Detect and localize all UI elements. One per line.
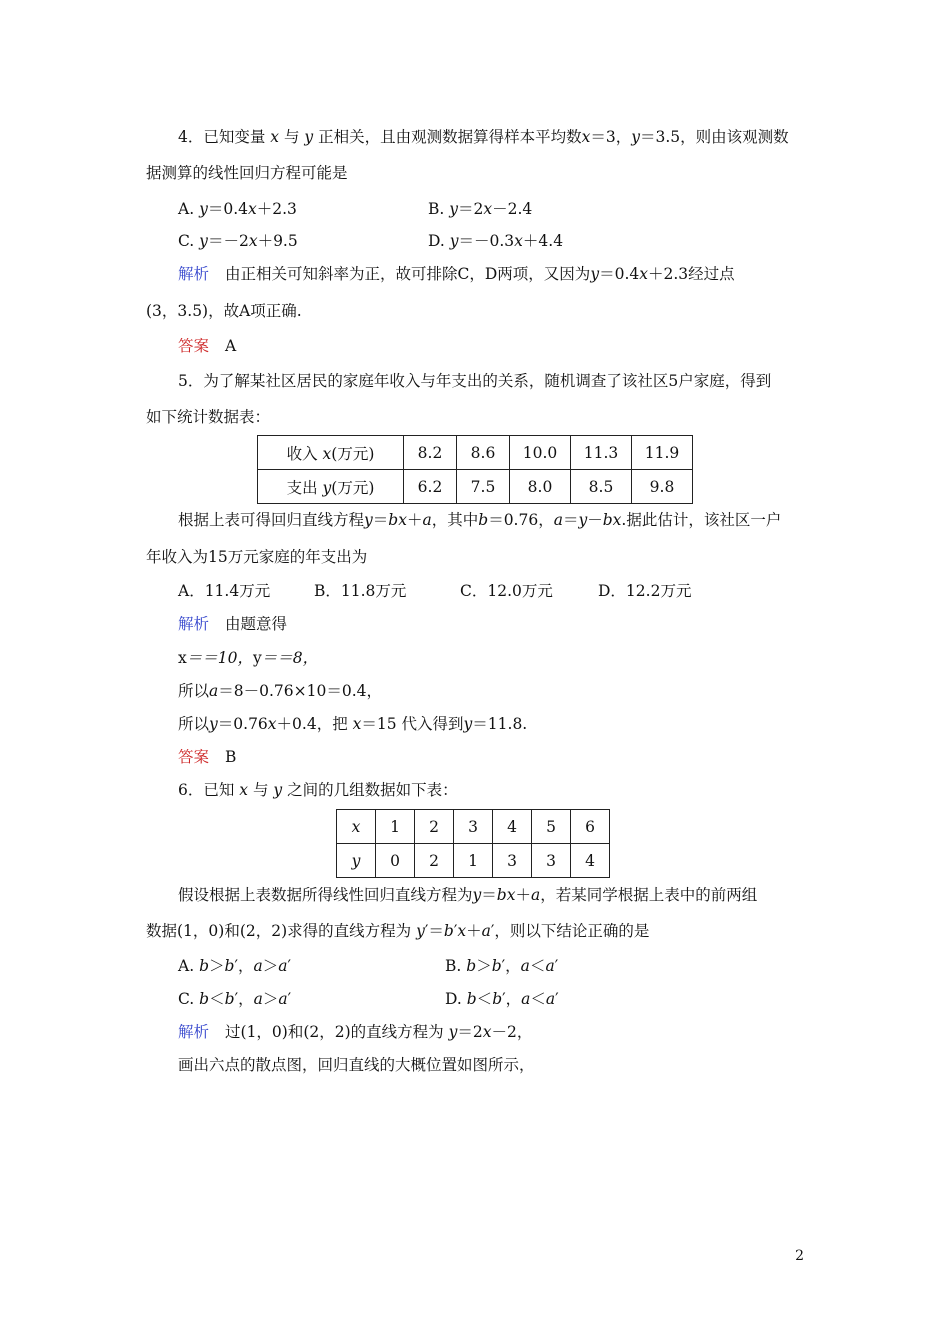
q6-option-d: D. b＜b′，a＜a′ — [445, 990, 559, 1008]
page-number: 2 — [795, 1248, 804, 1264]
q5-option-b: B．11.8万元 — [314, 582, 407, 600]
table-cell: 11.3 — [571, 436, 632, 470]
table-cell: 1 — [376, 810, 415, 844]
table-row — [337, 844, 610, 878]
q5-text-line-1: 根据上表可得回归直线方程y＝bx＋a，其中b＝0.76，a＝y－bx.据此估计，该社区一户 — [178, 511, 782, 529]
q4-option-d: D. y＝－0.3x＋4.4 — [428, 232, 564, 250]
q6-option-c: C. b＜b′，a＞a′ — [178, 990, 292, 1008]
q4-solution-line-1 — [178, 263, 735, 285]
table-cell: 8.0 — [510, 470, 571, 504]
q5-row-label-expense: 支出 y(万元) — [258, 470, 404, 504]
table-cell: 4 — [493, 810, 532, 844]
q5-solution-line-1 — [178, 613, 287, 635]
q5-answer — [178, 746, 236, 768]
q5-option-c: C．12.0万元 — [460, 582, 553, 600]
table-cell: 3 — [532, 844, 571, 878]
q5-answer-value: B — [225, 748, 237, 766]
q4-stem-line-2: 据测算的线性回归方程可能是 — [146, 164, 348, 182]
table-row — [337, 810, 610, 844]
table-cell: 4 — [571, 844, 610, 878]
q4-answer — [178, 335, 236, 357]
table-cell: 2 — [415, 844, 454, 878]
q4-option-a: A. y＝0.4x＋2.3 — [178, 200, 297, 218]
table-row — [258, 470, 693, 504]
table-cell: 10.0 — [510, 436, 571, 470]
table-cell: 11.9 — [632, 436, 693, 470]
q6-solution-text-1: 过(1，0)和(2，2)的直线方程为 y＝2x－2， — [225, 1023, 533, 1041]
q4-option-c: C. y＝－2x＋9.5 — [178, 232, 298, 250]
solution-label: 解析 — [178, 615, 210, 633]
q6-row-var-y: y — [337, 844, 376, 878]
q6-option-b: B. b＞b′，a＜a′ — [445, 957, 559, 975]
q6-solution-line-1 — [178, 1021, 532, 1043]
q6-text-line-2: 数据(1，0)和(2，2)求得的直线方程为 y′＝b′x＋a′，则以下结论正确的是 — [146, 922, 650, 940]
q4-answer-value: A — [225, 337, 237, 355]
table-cell: 2 — [415, 810, 454, 844]
answer-label: 答案 — [178, 337, 210, 355]
table-cell: 8.5 — [571, 470, 632, 504]
q5-solution-line-4: 所以y＝0.76x＋0.4，把 x＝15 代入得到y＝11.8. — [178, 715, 528, 733]
q6-stem-line-1: 6．已知 x 与 y 之间的几组数据如下表： — [178, 781, 458, 799]
q6-option-a: A. b＞b′，a＞a′ — [178, 957, 292, 975]
q5-option-d: D．12.2万元 — [598, 582, 692, 600]
solution-label: 解析 — [178, 1023, 210, 1041]
table-cell: 6.2 — [404, 470, 457, 504]
q6-row-var-x: x — [337, 810, 376, 844]
q4-option-b: B. y＝2x－2.4 — [428, 200, 533, 218]
q5-option-a: A．11.4万元 — [178, 582, 271, 600]
q4-solution-line-2: (3，3.5)，故A项正确. — [146, 302, 302, 320]
q5-solution-line-2: x＝＝10，y＝＝8， — [178, 649, 319, 667]
q5-solution-line-3: 所以a＝8－0.76×10＝0.4， — [178, 682, 382, 700]
table-cell: 5 — [532, 810, 571, 844]
q4-stem-line-1: 4．已知变量 x 与 y 正相关，且由观测数据算得样本平均数x＝3，y＝3.5，则由该观测数 — [178, 128, 789, 146]
table-cell: 7.5 — [457, 470, 510, 504]
table-cell: 8.2 — [404, 436, 457, 470]
table-cell: 8.6 — [457, 436, 510, 470]
q6-solution-line-2: 画出六点的散点图，回归直线的大概位置如图所示， — [178, 1056, 535, 1074]
q5-solution-text-1: 由题意得 — [225, 615, 288, 633]
table-cell: 6 — [571, 810, 610, 844]
table-cell: 0 — [376, 844, 415, 878]
q5-row-label-income: 收入 x(万元) — [258, 436, 404, 470]
table-row — [258, 436, 693, 470]
q4-solution-text-1: 由正相关可知斜率为正，故可排除C，D两项，又因为y＝0.4x＋2.3经过点 — [225, 265, 735, 283]
q5-text-line-2: 年收入为15万元家庭的年支出为 — [146, 548, 368, 566]
q6-text-line-1: 假设根据上表数据所得线性回归直线方程为y＝bx＋a，若某同学根据上表中的前两组 — [178, 886, 758, 904]
q5-stem-line-2: 如下统计数据表： — [146, 408, 271, 426]
answer-label: 答案 — [178, 748, 210, 766]
q5-data-table — [257, 435, 693, 504]
table-cell: 3 — [454, 810, 493, 844]
q5-stem-line-1: 5．为了解某社区居民的家庭年收入与年支出的关系，随机调查了该社区5户家庭，得到 — [178, 372, 772, 390]
table-cell: 9.8 — [632, 470, 693, 504]
table-cell: 1 — [454, 844, 493, 878]
solution-label: 解析 — [178, 265, 210, 283]
table-cell: 3 — [493, 844, 532, 878]
q6-data-table — [336, 809, 610, 878]
